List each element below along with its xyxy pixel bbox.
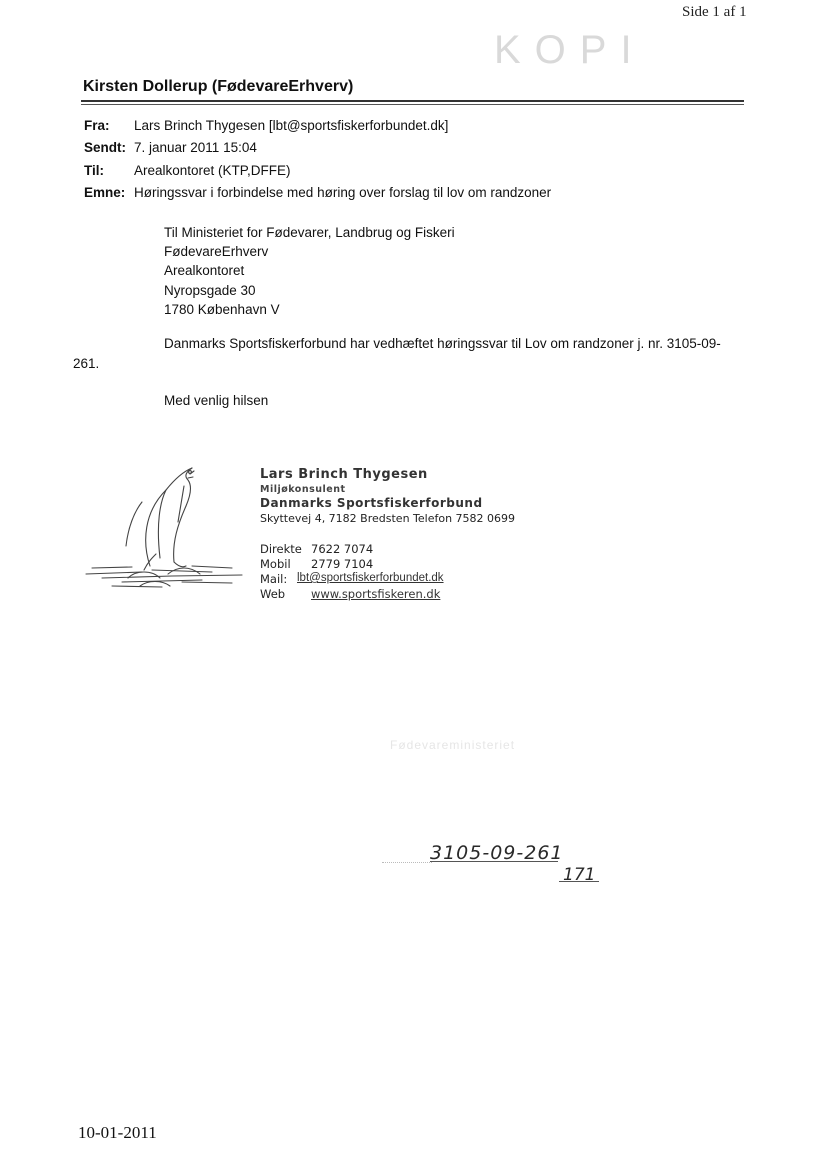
header-rule-thick <box>81 100 744 102</box>
email-to-row <box>84 162 291 180</box>
header-rule-thin <box>81 104 744 105</box>
to-value: Arealkontoret (KTP,DFFE) <box>134 163 291 178</box>
direct-phone: 7622 7074 <box>311 542 374 556</box>
address-line: Arealkontoret <box>164 263 245 279</box>
letter-body-continuation: 261. <box>73 356 100 371</box>
email-sent-row <box>84 139 257 157</box>
address-line: Til Ministeriet for Fødevarer, Landbrug og Fiskeri <box>164 225 455 240</box>
from-label: Fra: <box>84 118 110 133</box>
subject-value: Høringssvar i forbindelse med høring over forslag til lov om randzoner <box>134 185 552 200</box>
web-link[interactable]: www.sportsfiskeren.dk <box>311 587 441 601</box>
sent-value: 7. januar 2011 15:04 <box>134 140 257 155</box>
mobile-label: Mobil <box>260 557 291 571</box>
recipient-address <box>164 223 455 319</box>
sent-label: Sendt: <box>84 140 126 155</box>
direct-label: Direkte <box>260 542 302 556</box>
signature-title: Miljøkonsulent <box>260 484 346 495</box>
fish-logo-icon <box>82 462 252 597</box>
faint-receipt-stamp: Fødevareministeriet <box>390 738 516 752</box>
email-from-row <box>84 117 449 135</box>
signature-direct-row <box>260 542 480 557</box>
web-label: Web <box>260 587 286 601</box>
address-line: 1780 København V <box>164 301 280 317</box>
signature-name: Lars Brinch Thygesen <box>260 467 428 482</box>
dotted-line <box>382 862 432 863</box>
handwritten-sub-number: 171 <box>563 865 596 885</box>
mobile-phone: 2779 7104 <box>311 557 374 571</box>
signature-address: Skyttevej 4, 7182 Bredsten Telefon 7582 0699 <box>260 512 516 525</box>
signature-web-row <box>260 587 480 602</box>
to-label: Til: <box>84 163 104 178</box>
signature-mail-row <box>260 572 480 587</box>
address-line: FødevareErhverv <box>164 244 269 260</box>
signature-mobile-row <box>260 557 480 572</box>
address-line: Nyropsgade 30 <box>164 282 256 298</box>
from-value: Lars Brinch Thygesen [lbt@sportsfiskerforbundet.dk] <box>134 118 449 133</box>
page-number: Side 1 af 1 <box>682 4 747 20</box>
kopi-stamp: KOPI <box>494 28 646 72</box>
mailbox-owner: Kirsten Dollerup (FødevareErhverv) <box>83 78 354 95</box>
letter-closing: Med venlig hilsen <box>164 393 269 408</box>
subject-label: Emne: <box>84 185 126 200</box>
mail-link[interactable]: lbt@sportsfiskerforbundet.dk <box>297 572 444 584</box>
letter-body-line: Danmarks Sportsfiskerforbund har vedhæftet høringssvar til Lov om randzoner j. nr. 3105-09- <box>164 336 721 351</box>
signature-organization: Danmarks Sportsfiskerforbund <box>260 496 483 510</box>
footer-date: 10-01-2011 <box>78 1123 157 1142</box>
handwritten-journal-number: 3105-09-261 <box>430 842 564 864</box>
email-subject-row <box>84 184 552 202</box>
mail-label: Mail: <box>260 572 288 586</box>
